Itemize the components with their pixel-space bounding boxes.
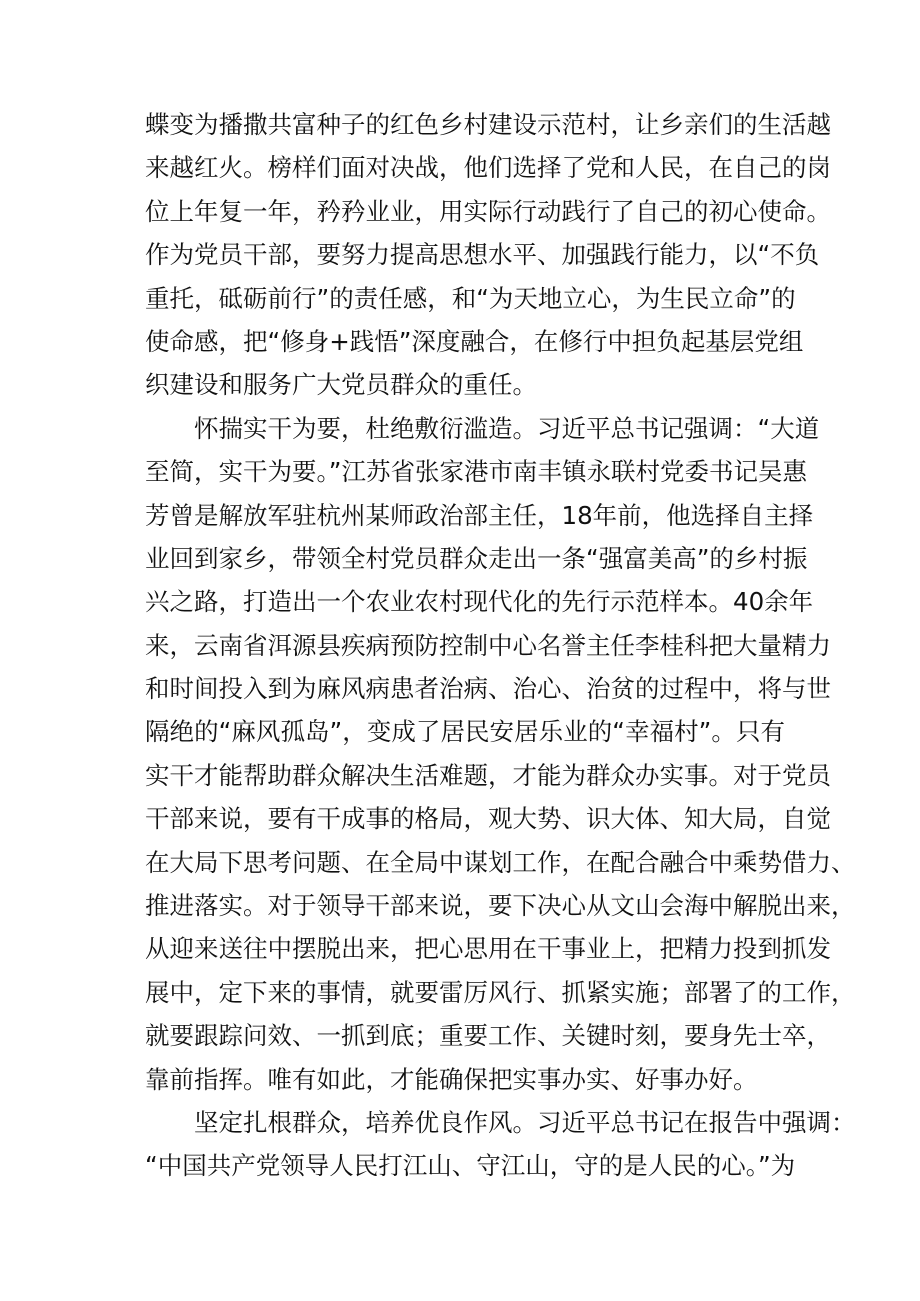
text-line: 实干才能帮助群众解决生活难题，才能为群众办实事。对于党员 bbox=[145, 760, 831, 790]
text-line: 作为党员干部，要努力提高思想水平、加强践行能力，以“不负 bbox=[145, 240, 820, 270]
text-line: 兴之路，打造出一个农业农村现代化的先行示范样本。40余年 bbox=[145, 587, 814, 617]
text-line: 展中，定下来的事情，就要雷厉风行、抓紧实施；部署了的工作， bbox=[145, 977, 856, 1007]
text-line: 在大局下思考问题、在全局中谋划工作，在配合融合中乘势借力、 bbox=[145, 847, 856, 877]
text-line: 至简，实干为要。”江苏省张家港市南丰镇永联村党委书记吴惠 bbox=[145, 457, 807, 487]
text-line: 来，云南省洱源县疾病预防控制中心名誉主任李桂科把大量精力 bbox=[145, 630, 831, 660]
text-line: 芳曾是解放军驻杭州某师政治部主任，18年前，他选择自主择 bbox=[145, 500, 814, 530]
body-text bbox=[145, 103, 856, 1188]
text-line: 业回到家乡，带领全村党员群众走出一条“强富美高”的乡村振 bbox=[145, 543, 808, 573]
text-line: 和时间投入到为麻风病患者治病、治心、治贫的过程中，将与世 bbox=[145, 674, 831, 704]
text-line: 靠前指挥。唯有如此，才能确保把实事办实、好事办好。 bbox=[145, 1064, 758, 1094]
text-line: 使命感，把“修身+践悟”深度融合，在修行中担负起基层党组 bbox=[145, 326, 804, 356]
text-line: 推进落实。对于领导干部来说，要下决心从文山会海中解脱出来， bbox=[145, 891, 856, 921]
text-line: 蝶变为播撒共富种子的红色乡村建设示范村，让乡亲们的生活越 bbox=[145, 110, 831, 139]
text-line: “中国共产党领导人民打江山、守江山，守的是人民的心。”为 bbox=[145, 1151, 796, 1181]
text-line: 坚定扎根群众，培养优良作风。习近平总书记在报告中强调： bbox=[194, 1107, 856, 1137]
text-line: 隔绝的“麻风孤岛”，变成了居民安居乐业的“幸福村”。只有 bbox=[145, 717, 785, 747]
text-line: 织建设和服务广大党员群众的重任。 bbox=[145, 370, 537, 400]
text-line: 来越红火。榜样们面对决战，他们选择了党和人民，在自己的岗 bbox=[145, 153, 831, 183]
text-line: 怀揣实干为要，杜绝敷衍滥造。习近平总书记强调：“大道 bbox=[194, 413, 820, 443]
text-line: 位上年复一年，矜矜业业，用实际行动践行了自己的初心使命。 bbox=[145, 196, 831, 226]
text-line: 干部来说，要有干成事的格局，观大势、识大体、知大局，自觉 bbox=[145, 804, 831, 834]
text-line: 就要跟踪问效、一抓到底；重要工作、关键时刻，要身先士卒， bbox=[145, 1021, 831, 1051]
text-line: 从迎来送往中摆脱出来，把心思用在干事业上，把精力投到抓发 bbox=[145, 934, 831, 964]
text-line: 重托，砥砺前行”的责任感，和“为天地立心，为生民立命”的 bbox=[145, 283, 796, 313]
